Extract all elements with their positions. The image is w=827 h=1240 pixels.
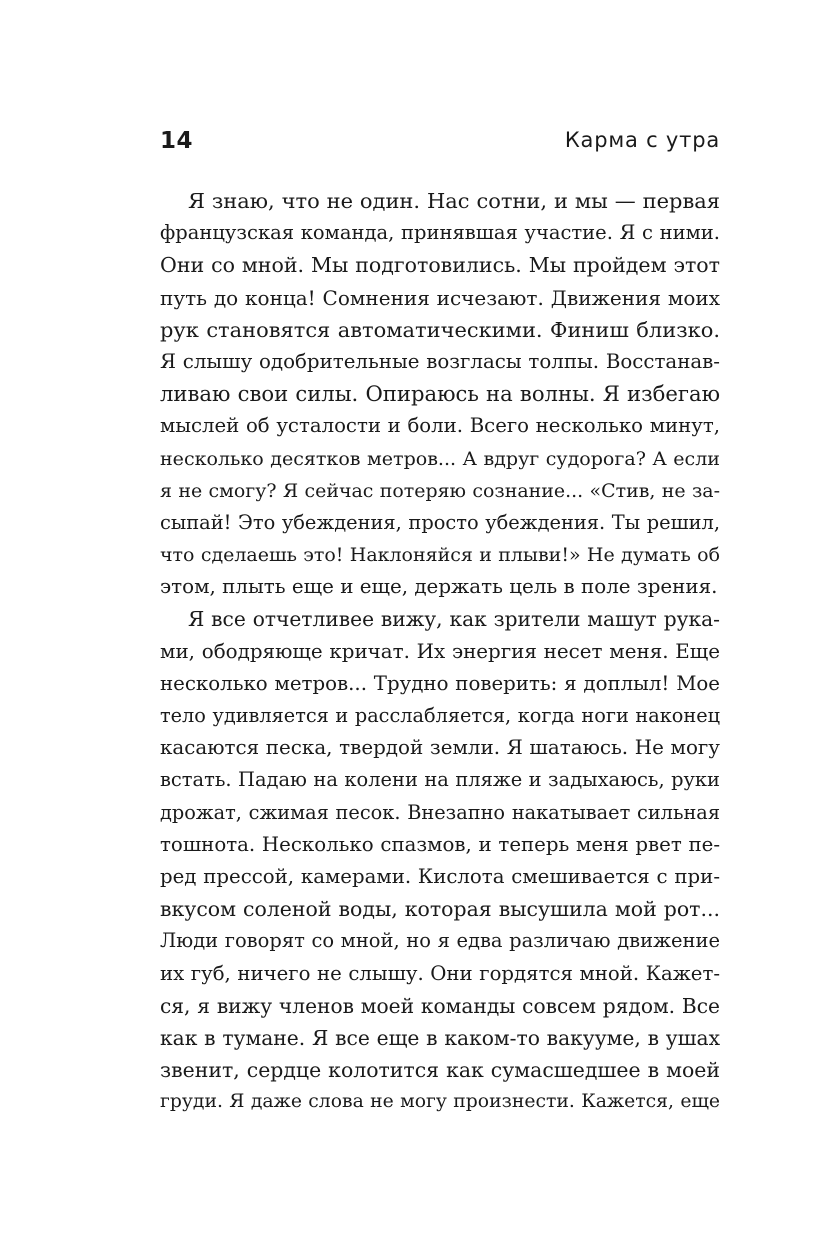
- text-line: несколько десятков метров... А вдруг судорога? А если: [160, 447, 720, 470]
- text-line: как в тумане. Я все еще в каком-то вакууме, в ушах: [160, 1025, 720, 1050]
- running-title: Карма с утра: [564, 128, 720, 152]
- text-line: вкусом соленой воды, которая высушила мой рот...: [160, 897, 720, 922]
- text-line: что сделаешь это! Наклоняйся и плыви!» Не думать об: [160, 544, 720, 567]
- text-line: дрожат, сжимая песок. Внезапно накатывает сильная: [160, 800, 720, 824]
- page-header: [160, 128, 720, 164]
- body-text: [160, 185, 720, 1118]
- paragraph-2: [160, 603, 720, 1118]
- paragraph-1: [160, 185, 720, 603]
- text-line: несколько метров... Трудно поверить: я доплыл! Мое: [160, 671, 720, 695]
- text-line: груди. Я даже слова не могу произнести. Кажется, еще: [160, 1091, 720, 1113]
- text-line: сыпай! Это убеждения, просто убеждения. Ты решил,: [160, 510, 720, 534]
- text-line: путь до конца! Сомнения исчезают. Движения моих: [160, 285, 720, 310]
- text-line: ливаю свои силы. Опираюсь на волны. Я избегаю: [160, 381, 720, 407]
- text-line: касаются песка, твердой земли. Я шатаюсь. Не могу: [160, 736, 720, 760]
- text-line: Они со мной. Мы подготовились. Мы пройдем этот: [160, 253, 720, 278]
- text-line: рук становятся автоматическими. Финиш близко.: [160, 317, 720, 342]
- text-line: Я знаю, что не один. Нас сотни, и мы — первая: [188, 189, 720, 213]
- text-line: звенит, сердце колотится как сумасшедшее в моей: [160, 1058, 720, 1083]
- text-line: Я все отчетливее вижу, как зрители машут рука-: [188, 607, 720, 632]
- text-line: Я слышу одобрительные возгласы толпы. Восстанав-: [160, 349, 720, 373]
- text-line: тошнота. Несколько спазмов, и теперь меня рвет пе-: [160, 832, 720, 856]
- text-line: я не смогу? Я сейчас потеряю сознание... «Стив, не за-: [160, 479, 720, 502]
- text-line: этом, плыть еще и еще, держать цель в поле зрения.: [160, 575, 718, 599]
- text-line: их губ, ничего не слышу. Они гордятся мной. Кажет-: [160, 961, 720, 985]
- text-line: ред прессой, камерами. Кислота смешивается с при-: [160, 864, 720, 888]
- text-line: ся, я вижу членов моей команды совсем рядом. Все: [160, 993, 720, 1018]
- text-line: Люди говорят со мной, но я едва различаю движение: [160, 929, 720, 953]
- page-number: 14: [160, 128, 194, 154]
- text-line: мыслей об усталости и боли. Всего несколько минут,: [160, 414, 720, 438]
- text-line: ми, ободряюще кричат. Их энергия несет меня. Еще: [160, 639, 720, 663]
- text-line: встать. Падаю на колени на пляже и задыхаюсь, руки: [160, 768, 720, 792]
- text-line: французская команда, принявшая участие. Я с ними.: [160, 221, 720, 245]
- text-line: тело удивляется и расслабляется, когда ноги наконец: [160, 704, 720, 727]
